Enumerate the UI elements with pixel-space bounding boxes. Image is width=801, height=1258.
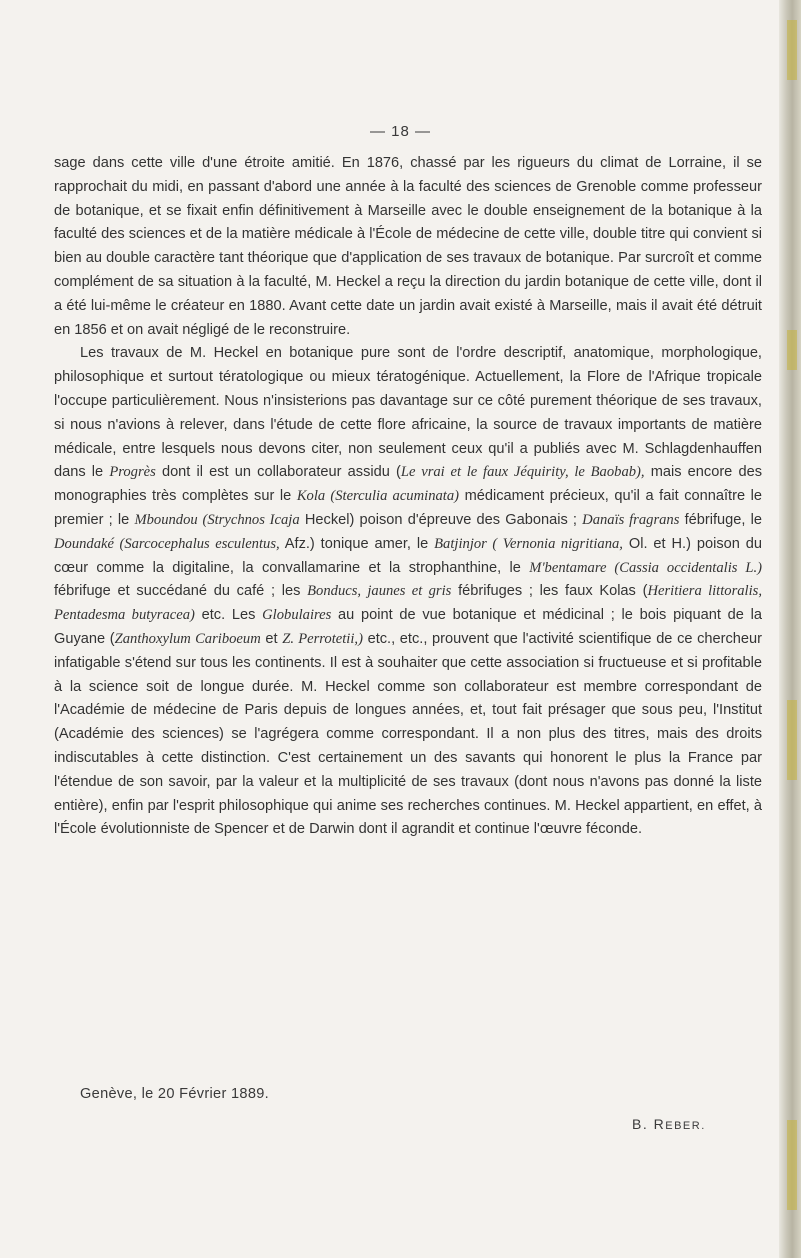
scan-edge-mark — [787, 20, 797, 80]
italic-run: Mboundou (Strychnos Icaja — [134, 511, 300, 528]
dateline: Genève, le 20 Février 1889. — [80, 1086, 270, 1102]
text-run: Ol. et H.) poison du cœur comme la digitaline, la convallamarine et la strophanthine, le — [54, 535, 762, 576]
signature — [632, 1116, 706, 1132]
italic-run: Z. Perrotetii,) — [282, 630, 363, 647]
paragraph-1-text: sage dans cette ville d'une étroite amitié. En 1876, chassé par les rigueurs du climat de Lorraine, il se rapprochait du midi, en passant d'abord une année à la faculté des sciences de Grenoble comme professeur de botanique, et se fixait enfin définitivement à Marseille avec le double enseignement de la botanique à la faculté des sciences et de la matière médicale à l'École de médecine de cette ville, double titre qui convient si bien au double caractère tant théorique que d'application de ses travaux de botanique. Par surcroît et comme complément de sa situation à la faculté, M. Heckel a reçu la direction du jardin botanique de cette ville, dont il a été lui-même le créateur en 1880. Avant cette date un jardin avait existé à Marseille, mais il avait été détruit en 1856 et on avait négligé de le reconstruire. — [54, 155, 762, 338]
text-run: Afz.) tonique amer, le — [279, 535, 435, 552]
scan-edge-mark — [787, 330, 797, 370]
scan-edge — [779, 0, 801, 1258]
paragraph-1 — [54, 152, 762, 342]
text-run: médicament précieux, qu'il a fait connaître le premier ; le — [54, 488, 762, 528]
italic-run: Zanthoxylum Cariboeum — [114, 630, 261, 647]
italic-run: Bonducs, jaunes et gris — [307, 583, 452, 600]
text-run: etc., etc., prouvent que l'activité scientifique de ce chercheur infatigable s'étend sur tous les continents. Il est à souhaiter que cette association si fructueuse et si profitable à la science soit de longue durée. M. Heckel comme son collaborateur est membre correspondant de l'Académie de médecine de Paris depuis de longues années, et, tout fait présager que sous peu, l'Institut (Académie des sciences) se l'agrégera comme correspondant. Il a non plus des titres, mais des droits indiscutables à cette distinction. C'est certainement un des savants qui honorent le plus la France par l'étendue de son savoir, par la valeur et la multiplicité de ses travaux (dont nous n'avons pas donné la liste entière), enfin par l'esprit philosophique qui anime ses recherches continues. M. Heckel appartient, en effet, à l'École évolutionniste de Spencer et de Darwin dont il agrandit et continue l'œuvre féconde. — [54, 630, 763, 838]
text-run: etc. Les — [194, 607, 263, 624]
paragraph-2 — [54, 342, 762, 842]
italic-run: Progrès — [109, 464, 156, 481]
text-run: au point de vue botanique et médicinal ; le bois piquant de la Guyane ( — [54, 607, 763, 647]
italic-run: Le vrai et le faux Jéquirity, le Baobab), — [400, 464, 645, 481]
text-run: fébrifuge, le — [679, 511, 762, 528]
text-run: fébrifuge et succédané du café ; les — [54, 583, 308, 600]
text-run: Les travaux de M. Heckel en botanique pure sont de l'ordre descriptif, anatomique, morphologique, philosophique et surtout tératologique ou mieux tératogénique. Actuellement, la Flore de l'Afrique tropicale l'occupe particulièrement. Nous n'insisterions pas davantage sur ce côté purement théorique de ses travaux, si nous n'avions à relever, dans l'étude de cette flore africaine, la source de travaux importants de matière médicale, entre lesquels nous devons citer, non seulement ceux qu'il a publiés avec M. Schlagdenhauffen dans le — [54, 345, 762, 481]
italic-run: Batjinjor ( Vernonia nigritiana, — [434, 535, 623, 552]
text-run: Heckel) poison d'épreuve des Gabonais ; — [299, 511, 583, 528]
italic-run: Heritiera littoralis, Pentadesma butyracea) — [54, 583, 762, 624]
body-text — [54, 152, 762, 842]
text-run: mais encore des monographies très complètes sur le — [54, 464, 762, 505]
scan-edge-mark — [787, 700, 797, 780]
text-run: et — [260, 630, 283, 647]
page-number: — 18 — — [369, 123, 432, 140]
italic-run: Danaïs fragrans — [582, 511, 680, 528]
scan-edge-mark — [787, 1120, 797, 1210]
signature-initial: B. R — [632, 1116, 666, 1132]
italic-run: Kola (Sterculia acuminata) — [296, 488, 459, 505]
signature-rest: EBER. — [665, 1120, 706, 1132]
text-run: fébrifuges ; les faux Kolas ( — [451, 583, 648, 600]
italic-run: M'bentamare (Cassia occidentalis L.) — [529, 559, 762, 576]
italic-run: Doundaké (Sarcocephalus esculentus, — [54, 535, 280, 552]
text-run: dont il est un collaborateur assidu ( — [155, 464, 401, 481]
italic-run: Globulaires — [262, 607, 332, 624]
